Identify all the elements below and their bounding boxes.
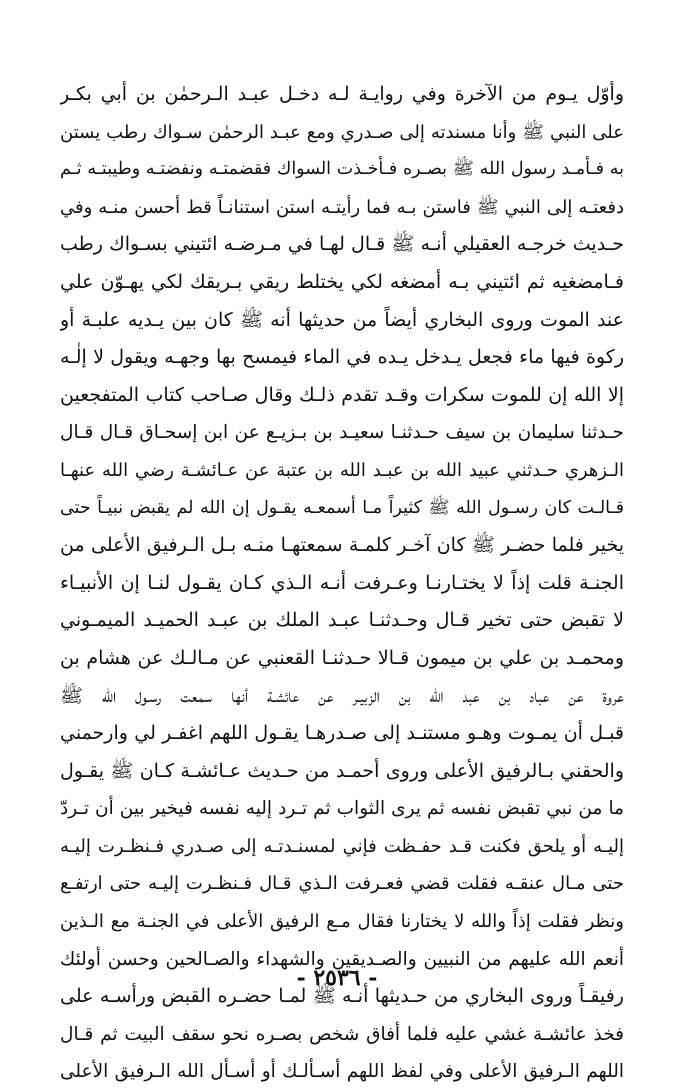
text-line: إلا الله إن للموت سكرات وقـد تقدم ذلـك وقال صـاحب كتاب المتفجعين [60, 383, 624, 406]
body-text [60, 76, 624, 1091]
text-line: قبـل أن يمـوت وهـو مستنـد إلى صـدرهـا يقـول اللهم اغفـر لي وارحمني [60, 722, 624, 745]
text-line: حتى مـال عنقـه فقلت قضي فعـرفت الـذي قـال فـنظـرت إليـه حتى ارتفـع [60, 873, 624, 895]
text-line: حـديث خرجـه العقيلي أنـه ﷺ قـال لهـا في مـرضـه ائتيني بسـواك رطب [60, 233, 624, 256]
text-line: لا تقبض حتى تخير قـال وحـدثنـا عبـد الملك بن عبـد الحميـد الميمـوني [60, 609, 624, 632]
text-line: والحقني بـالرفيق الأعلى وروى أحمـد من حـديث عـائشـة كـان ﷺ يقـول [60, 759, 624, 782]
page-number: - ٢٥٣٦ - [296, 965, 378, 991]
text-line: فـامضغيه ثم ائتيني بـه أمضغه لكي يختلط ريقي بـريقك لكي يهـوّن علي [60, 270, 624, 293]
text-line: اللهم الـرفيق الأعلى وفي لفظ اللهم أسـألـك أو أسـأل الله الـرفيق الأعلى [60, 1061, 624, 1083]
text-line: دفعتـه إلى النبي ﷺ فاستن بـه فما رأيتـه استن استنانـاً قط أحسن منـه وفي [60, 196, 624, 218]
text-line: ونظر فقلت إذاً والله لا يختارنا فقال مـع الرفيق الأعلى في الجنـة مع الـذين [60, 911, 624, 933]
text-line: على النبي ﷺ وأنا مسندته إلى صـدري ومع عبـد الرحمٰن سـواك رطب يستن [60, 121, 624, 143]
text-line: أنعم الله عليهم من النبيين والصـديقين والشهداء والصـالحين وحسن أولئك [60, 948, 624, 970]
text-line: رفيقـاً وروى البخاري من حـديثها أنـه ﷺ لمـا حضـره القبض ورأسـه على [60, 985, 624, 1008]
text-line: حـدثنا سليمان بن سيف حـدثنـا سعيـد بن بـزيـع عن ابن إسحـاق قـال قـال [60, 422, 624, 444]
text-line: عند الموت وروى البخاري أيضاً من حديثها أنه ﷺ كان بين يـديه علبـة أو [60, 308, 624, 331]
text-line: ومحمـد بن علي بن ميمون قـالا حـدثنـا القعنبي عن مـالـك عن هشام بن [60, 646, 624, 669]
text-line: به فـأمـد رسول الله ﷺ بصـره فـأخـذت السواك فقضمتـه ونفضتـه وطيبتـه ثـم [60, 159, 624, 180]
text-line: إليـه أو يلحق فكنت قـد حفـظت فإني لمسنـدتـه إلى صـدري فـنظـرت إليـه [60, 835, 624, 857]
text-line: الـزهري حـدثني عبيد الله بن عبـد الله بن عتبة عن عـائشـة رضي الله عنهـا [60, 459, 624, 481]
text-line: عروة عن عباد بن عبد الله بن الزبيـر عن عائشـة أنها سمعت رسـول الله ﷺ [60, 684, 624, 707]
text-line: وأوّل يـوم من الآخرة وفي روايـة لـه دخـل عبـد الـرحمٰن بن أبي بكـر [60, 83, 624, 105]
text-line: يخير فلما حضـر ﷺ كان آخـر كلمـة سمعتهـا منـه بـل الـرفيق الأعلى من [60, 534, 624, 557]
text-line: ما من نبي تقبض نفسه ثم يرى الثواب ثم تـرد إليه نفسه فيخير بين أن تـردّ [60, 798, 624, 820]
text-line: فخذ عائشـة غشي عليه فلما أفاق شخص بصـره نحو سقف البيت ثم قـال [60, 1023, 624, 1045]
text-line: الجنـة قلت إذاً لا يختـارنـا وعـرفت أنـه الـذي كـان يقـول لنـا إن الأنبيـاء [60, 571, 624, 594]
text-line: ركوة فيها ماء فجعل يـدخل يـده في الماء فيمسح بها وجهـه ويقول لا إلٰـه [60, 346, 624, 369]
text-line: قـالـت كان رسـول الله ﷺ كثيراً مـا أسمعـه يقـول إن الله لم يقبض نبيـاً حتى [60, 497, 624, 518]
